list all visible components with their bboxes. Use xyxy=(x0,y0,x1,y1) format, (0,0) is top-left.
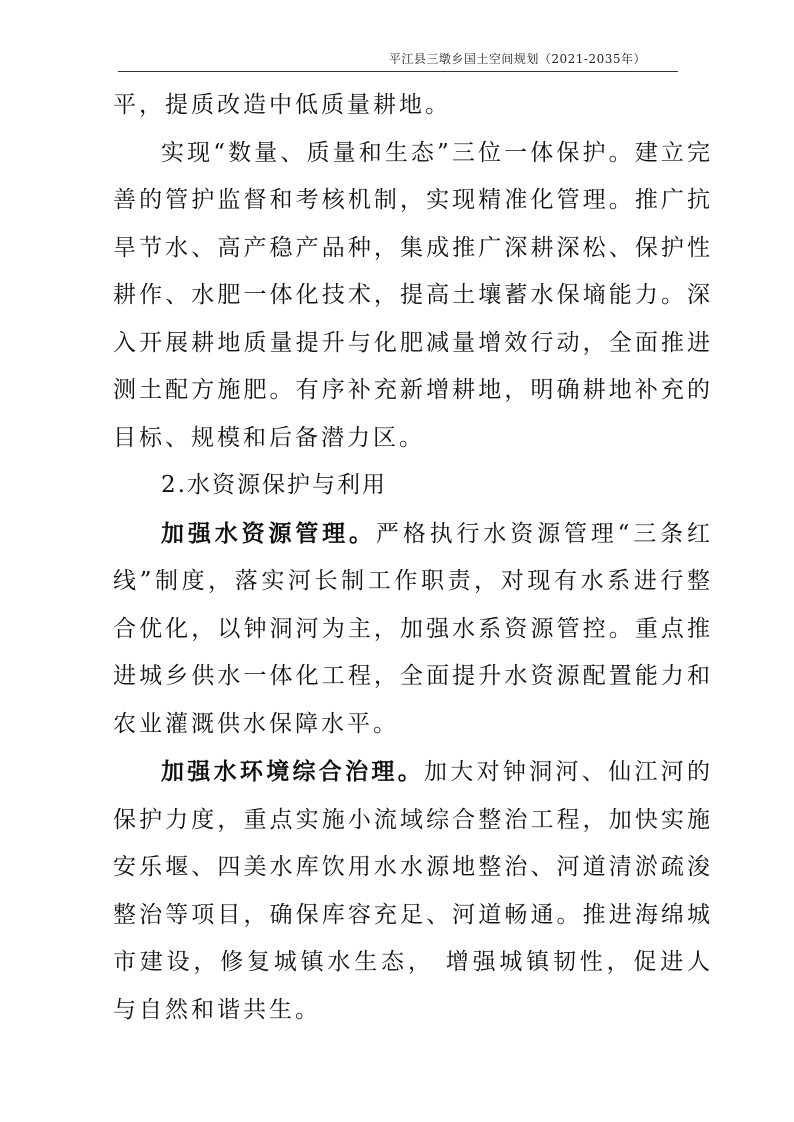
document-title: 平江县三墩乡国土空间规划（2021-2035年） xyxy=(388,52,646,66)
paragraph-lead: 加强水资源管理。 xyxy=(161,519,376,547)
paragraph-continuation: 平，提质改造中低质量耕地。 xyxy=(113,92,451,118)
paragraph-water-management xyxy=(113,510,713,749)
document-body xyxy=(113,82,713,1034)
paragraph-lead: 加强水环境综合治理。 xyxy=(161,758,424,785)
page-header xyxy=(118,44,678,72)
paragraph-text: 加大对钟洞河、仙江河的保护力度，重点实施小流域综合整治工程，加快实施安乐堰、四美水库饮用水水源地整治、河道清淤疏浚整治等项目，确保库容充足、河道畅通。推进海绵城市建设，修复城镇水生态， 增强城镇韧性，促进人与自然和谐共生。 xyxy=(113,759,714,1023)
header-divider xyxy=(118,71,678,72)
paragraph-farmland-protection: 实现“数量、质量和生态”三位一体保护。建立完善的管护监督和考核机制，实现精准化管理。推广抗旱节水、高产稳产品种，集成推广深耕深松、保护性耕作、水肥一体化技术，提高土壤蓄水保墒能力。深入开展耕地质量提升与化肥减量增效行动，全面推进测土配方施肥。有序补充新增耕地，明确耕地补充的目标、规模和后备潜力区。 xyxy=(113,139,713,451)
paragraph-water-environment xyxy=(113,748,713,1034)
paragraph-text: 严格执行水资源管理“三条红线”制度，落实河长制工作职责，对现有水系进行整合优化，以钟洞河为主，加强水系资源管控。重点推进城乡供水一体化工程，全面提升水资源配置能力和农业灌溉供水保障水平。 xyxy=(113,520,714,737)
section-heading: 2.水资源保护与利用 xyxy=(161,472,387,498)
